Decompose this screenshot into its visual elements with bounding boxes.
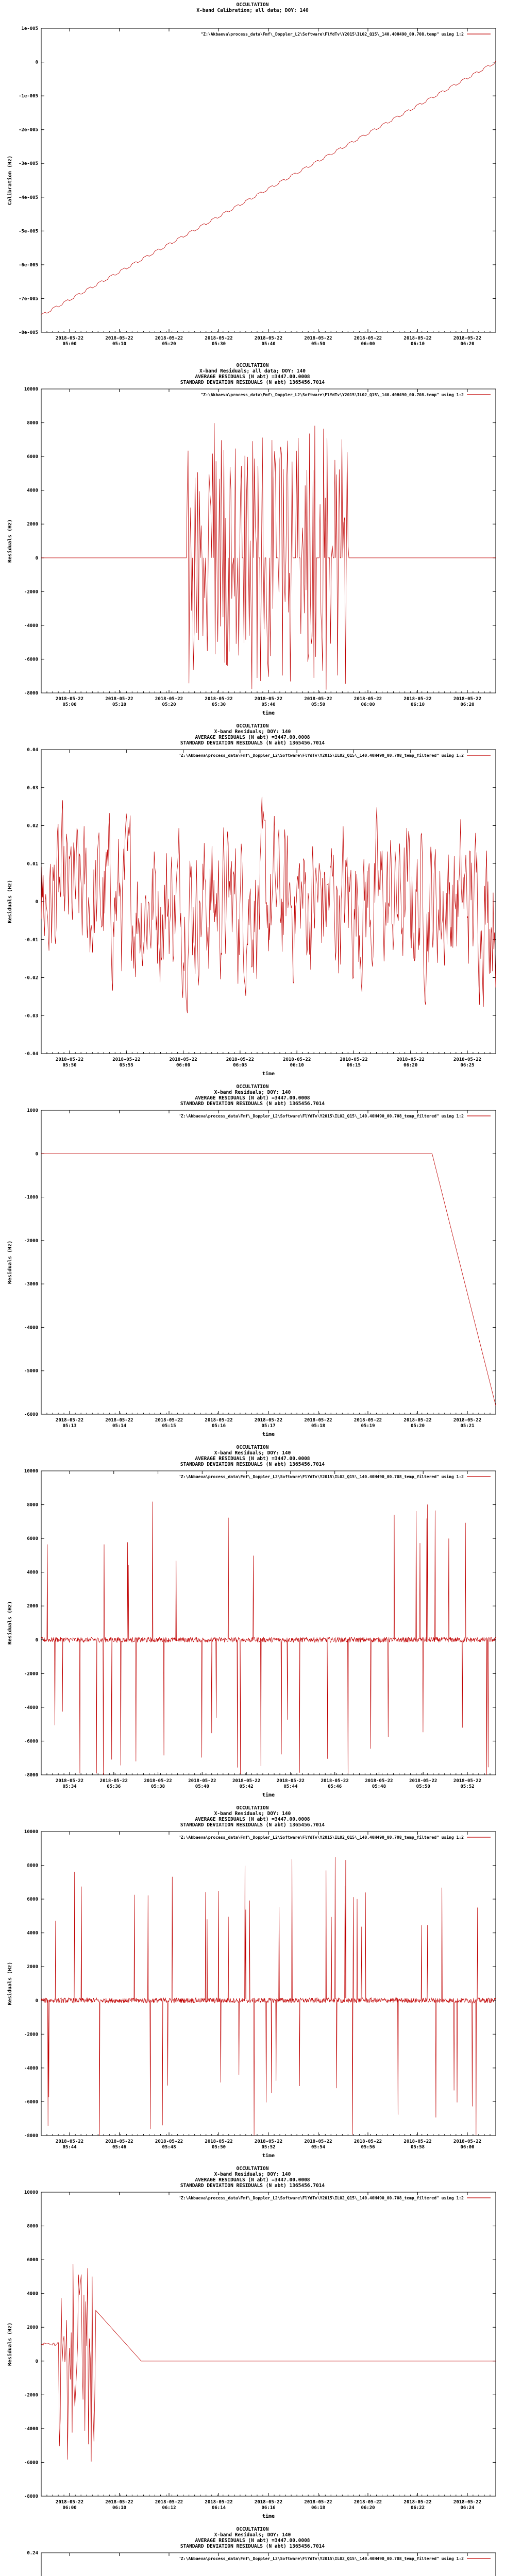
chart-panel-2 xyxy=(0,361,505,721)
y-tick-label: 0.24 xyxy=(27,2551,38,2556)
chart-title-line: STANDARD DEVIATION RESIDUALS (N abt) 1365456.7014 xyxy=(180,2544,325,2549)
y-tick-label: -6000 xyxy=(24,1739,38,1744)
x-tick-label-date: 2018-05-22 xyxy=(205,697,233,702)
chart-title-line: OCCULTATION xyxy=(236,1084,269,1090)
chart-title-line: OCCULTATION xyxy=(236,2,269,8)
chart-title-line: X-band Residuals; DOY: 140 xyxy=(214,729,291,735)
y-axis-label: Residuals (Hz) xyxy=(7,1961,13,2006)
x-tick-label-time: 05:13 xyxy=(62,1423,77,1429)
plot-frame xyxy=(41,750,496,1054)
series-line xyxy=(41,1154,496,1405)
x-tick-label-time: 06:10 xyxy=(112,2505,127,2511)
x-tick-label-date: 2018-05-22 xyxy=(155,336,183,341)
series-line xyxy=(41,1502,496,1775)
x-tick-label-date: 2018-05-22 xyxy=(321,1778,349,1784)
x-tick-label-time: 05:46 xyxy=(328,1784,342,1789)
x-tick-label-date: 2018-05-22 xyxy=(453,336,482,341)
plot-frame xyxy=(41,1832,496,2136)
chart-title-line: STANDARD DEVIATION RESIDUALS (N abt) 1365456.7014 xyxy=(180,1101,325,1107)
x-tick-label-date: 2018-05-22 xyxy=(205,2139,233,2144)
x-tick-label-time: 06:00 xyxy=(460,2145,475,2150)
x-axis-label: time xyxy=(262,2153,275,2159)
x-tick-label-time: 05:18 xyxy=(311,1423,326,1429)
chart-title-line: STANDARD DEVIATION RESIDUALS (N abt) 1365456.7014 xyxy=(180,2183,325,2189)
y-tick-label: 2000 xyxy=(27,1964,38,1970)
y-tick-label: -4000 xyxy=(24,2426,38,2432)
x-tick-label-date: 2018-05-22 xyxy=(55,1778,84,1784)
x-tick-label-date: 2018-05-22 xyxy=(205,336,233,341)
y-tick-label: 8000 xyxy=(27,1502,38,1508)
x-tick-label-date: 2018-05-22 xyxy=(155,2500,183,2505)
y-axis-label: Residuals (Hz) xyxy=(7,2322,13,2366)
y-tick-label: 4000 xyxy=(27,1930,38,1936)
x-tick-label-date: 2018-05-22 xyxy=(354,336,382,341)
x-tick-label-time: 06:14 xyxy=(211,2505,226,2511)
x-tick-label-date: 2018-05-22 xyxy=(226,1057,254,1062)
chart-title-line: STANDARD DEVIATION RESIDUALS (N abt) 1365456.7014 xyxy=(180,1462,325,1467)
chart-title-line: STANDARD DEVIATION RESIDUALS (N abt) 1365456.7014 xyxy=(180,1822,325,1828)
y-tick-label: -6e-005 xyxy=(19,262,38,268)
x-tick-label-time: 06:20 xyxy=(460,702,475,707)
x-tick-label-date: 2018-05-22 xyxy=(232,1778,261,1784)
x-tick-label-date: 2018-05-22 xyxy=(304,1418,332,1423)
x-tick-label-date: 2018-05-22 xyxy=(254,697,283,702)
x-tick-label-time: 05:44 xyxy=(283,1784,298,1789)
y-tick-label: -0.03 xyxy=(24,1013,38,1019)
x-tick-label-date: 2018-05-22 xyxy=(354,2139,382,2144)
x-tick-label-time: 05:20 xyxy=(162,342,176,347)
x-tick-label-date: 2018-05-22 xyxy=(55,1418,84,1423)
chart-title-line: OCCULTATION xyxy=(236,1805,269,1811)
legend-entry: "Z:\Akbaeva\process_data\Fmf\_Doppler_L2\Software\FlYdTv\Y2015\IL02_Q15\_140.40H490_00.708_temp_filtered" using 1:2 xyxy=(178,2556,464,2561)
y-tick-label: -3000 xyxy=(24,1282,38,1287)
y-tick-label: 6000 xyxy=(27,1536,38,1542)
x-tick-label-date: 2018-05-22 xyxy=(254,1418,283,1423)
x-axis-label: time xyxy=(262,710,275,716)
x-tick-label-time: 06:18 xyxy=(311,2505,326,2511)
y-tick-label: 8000 xyxy=(27,1863,38,1869)
y-tick-label: -8e-005 xyxy=(19,330,38,335)
y-tick-label: -3e-005 xyxy=(19,161,38,167)
legend-entry: "Z:\Akbaeva\process_data\Fmf\_Doppler_L2\Software\FlYdTv\Y2015\IL02_Q15\_140.40H490_00.708_temp_filtered" using 1:2 xyxy=(178,753,464,758)
x-tick-label-time: 05:19 xyxy=(361,1423,375,1429)
x-tick-label-time: 06:20 xyxy=(403,1063,418,1068)
y-tick-label: 0 xyxy=(35,60,38,65)
x-tick-label-time: 05:30 xyxy=(211,702,226,707)
x-tick-label-time: 05:56 xyxy=(361,2145,375,2150)
y-tick-label: -0.01 xyxy=(24,937,38,943)
chart-title-line: OCCULTATION xyxy=(236,2166,269,2172)
y-tick-label: 10000 xyxy=(24,2190,38,2195)
x-tick-label-time: 05:52 xyxy=(261,2145,276,2150)
y-tick-label: 6000 xyxy=(27,1897,38,1903)
chart-panel-7 xyxy=(0,2164,505,2524)
plot-frame xyxy=(41,28,496,332)
y-tick-label: -5000 xyxy=(24,1368,38,1374)
y-tick-label: -4000 xyxy=(24,2065,38,2071)
chart-title-line: OCCULTATION xyxy=(236,723,269,729)
x-tick-label-date: 2018-05-22 xyxy=(304,697,332,702)
x-tick-label-time: 06:00 xyxy=(176,1063,191,1068)
legend-entry: "Z:\Akbaeva\process_data\Fmf\_Doppler_L2\Software\FlYdTv\Y2015\IL02_Q15\_140.40H490_00.708_temp_filtered" using 1:2 xyxy=(178,1475,464,1479)
x-tick-label-time: 06:20 xyxy=(460,342,475,347)
x-tick-label-date: 2018-05-22 xyxy=(283,1057,311,1062)
y-tick-label: 0 xyxy=(35,900,38,905)
x-tick-label-date: 2018-05-22 xyxy=(169,1057,197,1062)
legend-entry: "Z:\Akbaeva\process_data\Fmf\_Doppler_L2\Software\FlYdTv\Y2015\IL02_Q15\_140.40H490_00.708.temp" using 1:2 xyxy=(200,393,464,397)
x-tick-label-time: 05:52 xyxy=(460,1784,475,1789)
x-tick-label-time: 05:50 xyxy=(62,1063,77,1068)
series-line xyxy=(41,423,496,689)
y-tick-label: -4000 xyxy=(24,1325,38,1331)
y-tick-label: -2000 xyxy=(24,1671,38,1677)
y-axis-label: Residuals (Hz) xyxy=(7,1601,13,1645)
y-tick-label: -6000 xyxy=(24,2099,38,2105)
x-tick-label-date: 2018-05-22 xyxy=(55,2500,84,2505)
y-tick-label: 0.04 xyxy=(27,748,38,753)
x-tick-label-time: 05:40 xyxy=(261,342,276,347)
legend-entry: "Z:\Akbaeva\process_data\Fmf\_Doppler_L2\Software\FlYdTv\Y2015\IL02_Q15\_140.40H490_00.708.temp" using 1:2 xyxy=(200,32,464,37)
y-tick-label: -0.04 xyxy=(24,1052,38,1057)
x-tick-label-date: 2018-05-22 xyxy=(105,336,133,341)
x-tick-label-time: 06:05 xyxy=(233,1063,247,1068)
y-tick-label: -6000 xyxy=(24,657,38,663)
y-tick-label: 2000 xyxy=(27,1604,38,1609)
y-tick-label: 0 xyxy=(35,1998,38,2004)
y-tick-label: 2000 xyxy=(27,2325,38,2331)
chart-svg-6 xyxy=(0,1803,505,2164)
y-axis-label: Residuals (Hz) xyxy=(7,1240,13,1284)
x-tick-label-date: 2018-05-22 xyxy=(304,2500,332,2505)
y-tick-label: -6000 xyxy=(24,2460,38,2466)
chart-panel-8 xyxy=(0,2524,505,2576)
y-tick-label: 10000 xyxy=(24,387,38,392)
y-axis-label: Calibration (Hz) xyxy=(7,155,13,206)
chart-title-line: AVERAGE RESIDUALS (N abt) =3447.00.0008 xyxy=(195,1817,310,1822)
x-tick-label-date: 2018-05-22 xyxy=(99,1778,128,1784)
x-tick-label-time: 06:00 xyxy=(361,342,375,347)
chart-panel-6 xyxy=(0,1803,505,2164)
chart-title-line: X-band Residuals; DOY: 140 xyxy=(214,2172,291,2177)
y-tick-label: -1000 xyxy=(24,1195,38,1200)
y-tick-label: 0 xyxy=(35,2359,38,2364)
x-tick-label-time: 06:00 xyxy=(62,2505,77,2511)
chart-title-line: X-band Residuals; DOY: 140 xyxy=(214,2532,291,2538)
x-tick-label-date: 2018-05-22 xyxy=(354,697,382,702)
y-tick-label: -0.02 xyxy=(24,975,38,981)
x-tick-label-date: 2018-05-22 xyxy=(55,2139,84,2144)
y-tick-label: -6000 xyxy=(24,1412,38,1417)
chart-title-line: AVERAGE RESIDUALS (N abt) =3447.00.0008 xyxy=(195,2177,310,2183)
x-axis-label: time xyxy=(262,1792,275,1798)
chart-title-line: AVERAGE RESIDUALS (N abt) =3447.00.0008 xyxy=(195,374,310,380)
y-tick-label: -8000 xyxy=(24,1773,38,1778)
chart-panel-4 xyxy=(0,1082,505,1443)
x-tick-label-date: 2018-05-22 xyxy=(144,1778,172,1784)
chart-title-line: AVERAGE RESIDUALS (N abt) =3447.00.0008 xyxy=(195,1095,310,1101)
chart-title-line: OCCULTATION xyxy=(236,2527,269,2532)
x-tick-label-date: 2018-05-22 xyxy=(254,2139,283,2144)
x-tick-label-date: 2018-05-22 xyxy=(55,1057,84,1062)
x-tick-label-date: 2018-05-22 xyxy=(254,2500,283,2505)
y-tick-label: 10000 xyxy=(24,1829,38,1835)
x-tick-label-time: 05:48 xyxy=(372,1784,386,1789)
x-tick-label-time: 05:42 xyxy=(239,1784,254,1789)
y-tick-label: -2000 xyxy=(24,1238,38,1244)
y-tick-label: -2e-005 xyxy=(19,127,38,133)
y-tick-label: -8000 xyxy=(24,2133,38,2139)
y-tick-label: -7e-005 xyxy=(19,296,38,302)
x-tick-label-time: 05:55 xyxy=(119,1063,133,1068)
chart-svg-5 xyxy=(0,1443,505,1803)
x-tick-label-time: 05:15 xyxy=(162,1423,176,1429)
y-tick-label: -2000 xyxy=(24,2032,38,2038)
x-tick-label-time: 05:44 xyxy=(62,2145,77,2150)
x-tick-label-date: 2018-05-22 xyxy=(112,1057,141,1062)
y-tick-label: -4000 xyxy=(24,1705,38,1710)
x-tick-label-date: 2018-05-22 xyxy=(55,697,84,702)
x-tick-label-time: 05:20 xyxy=(162,702,176,707)
y-tick-label: 0 xyxy=(35,555,38,561)
y-tick-label: 6000 xyxy=(27,2258,38,2263)
x-tick-label-date: 2018-05-22 xyxy=(304,2139,332,2144)
x-tick-label-date: 2018-05-22 xyxy=(354,2500,382,2505)
plot-frame xyxy=(41,389,496,693)
x-tick-label-time: 05:50 xyxy=(211,2145,226,2150)
chart-title-line: X-band Residuals; DOY: 140 xyxy=(214,1450,291,1456)
x-tick-label-date: 2018-05-22 xyxy=(453,1778,482,1784)
plot-frame xyxy=(41,2192,496,2496)
y-tick-label: -2000 xyxy=(24,589,38,595)
y-tick-label: 1000 xyxy=(27,1108,38,1113)
y-tick-label: 0.02 xyxy=(27,823,38,829)
x-tick-label-time: 05:14 xyxy=(112,1423,127,1429)
x-tick-label-date: 2018-05-22 xyxy=(354,1418,382,1423)
y-tick-label: 4000 xyxy=(27,488,38,494)
x-tick-label-date: 2018-05-22 xyxy=(453,1057,482,1062)
series-line xyxy=(41,2264,496,2462)
x-tick-label-time: 06:10 xyxy=(410,342,425,347)
legend-entry: "Z:\Akbaeva\process_data\Fmf\_Doppler_L2\Software\FlYdTv\Y2015\IL02_Q15\_140.40H490_00.708_temp_filtered" using 1:2 xyxy=(178,1114,464,1118)
x-tick-label-time: 05:58 xyxy=(410,2145,425,2150)
x-tick-label-date: 2018-05-22 xyxy=(105,697,133,702)
x-tick-label-time: 06:10 xyxy=(410,702,425,707)
x-tick-label-time: 05:50 xyxy=(416,1784,430,1789)
y-tick-label: -2000 xyxy=(24,2393,38,2398)
y-tick-label: 4000 xyxy=(27,2291,38,2297)
chart-title-line: X-band Residuals; DOY: 140 xyxy=(214,1811,291,1817)
x-tick-label-date: 2018-05-22 xyxy=(155,1418,183,1423)
x-tick-label-date: 2018-05-22 xyxy=(105,2139,133,2144)
chart-svg-4 xyxy=(0,1082,505,1443)
x-tick-label-time: 05:50 xyxy=(311,702,326,707)
x-tick-label-date: 2018-05-22 xyxy=(396,1057,425,1062)
x-tick-label-time: 05:10 xyxy=(112,342,127,347)
x-tick-label-time: 05:38 xyxy=(151,1784,165,1789)
x-tick-label-time: 06:00 xyxy=(361,702,375,707)
x-tick-label-time: 06:10 xyxy=(290,1063,304,1068)
x-tick-label-date: 2018-05-22 xyxy=(403,1418,432,1423)
x-tick-label-time: 06:20 xyxy=(361,2505,375,2511)
chart-svg-3 xyxy=(0,721,505,1082)
chart-title-line: OCCULTATION xyxy=(236,1445,269,1450)
y-tick-label: -1e-005 xyxy=(19,94,38,99)
x-tick-label-date: 2018-05-22 xyxy=(409,1778,437,1784)
y-axis-label: Residuals (Hz) xyxy=(7,879,13,924)
x-tick-label-time: 06:12 xyxy=(162,2505,176,2511)
x-tick-label-date: 2018-05-22 xyxy=(276,1778,305,1784)
x-tick-label-date: 2018-05-22 xyxy=(453,697,482,702)
y-tick-label: -4000 xyxy=(24,623,38,629)
x-tick-label-date: 2018-05-22 xyxy=(453,2139,482,2144)
chart-title-line: AVERAGE RESIDUALS (N abt) =3447.00.0008 xyxy=(195,735,310,740)
x-tick-label-date: 2018-05-22 xyxy=(403,336,432,341)
x-tick-label-date: 2018-05-22 xyxy=(155,697,183,702)
x-tick-label-time: 05:30 xyxy=(211,342,226,347)
chart-title-line: AVERAGE RESIDUALS (N abt) =3447.00.0008 xyxy=(195,2538,310,2544)
y-tick-label: 1e-005 xyxy=(21,26,38,31)
y-tick-label: 0 xyxy=(35,1637,38,1643)
x-tick-label-time: 05:21 xyxy=(460,1423,475,1429)
x-tick-label-time: 05:40 xyxy=(195,1784,209,1789)
y-tick-label: 6000 xyxy=(27,454,38,460)
series-line xyxy=(41,61,496,315)
y-tick-label: -5e-005 xyxy=(19,229,38,234)
chart-title-line: STANDARD DEVIATION RESIDUALS (N abt) 1365456.7014 xyxy=(180,380,325,385)
chart-title-line: X-band Residuals; DOY: 140 xyxy=(214,1090,291,1095)
y-tick-label: -4e-005 xyxy=(19,195,38,200)
legend-entry: "Z:\Akbaeva\process_data\Fmf\_Doppler_L2\Software\FlYdTv\Y2015\IL02_Q15\_140.40H490_00.708_temp_filtered" using 1:2 xyxy=(178,1835,464,1840)
x-tick-label-date: 2018-05-22 xyxy=(365,1778,393,1784)
x-tick-label-time: 05:34 xyxy=(62,1784,77,1789)
x-tick-label-time: 06:22 xyxy=(410,2505,425,2511)
x-tick-label-date: 2018-05-22 xyxy=(205,1418,233,1423)
x-tick-label-time: 06:24 xyxy=(460,2505,475,2511)
chart-panel-5 xyxy=(0,1443,505,1803)
x-tick-label-date: 2018-05-22 xyxy=(105,1418,133,1423)
chart-svg-8 xyxy=(0,2524,505,2576)
x-tick-label-date: 2018-05-22 xyxy=(105,2500,133,2505)
y-tick-label: 10000 xyxy=(24,1469,38,1474)
chart-title-line: OCCULTATION xyxy=(236,363,269,368)
x-tick-label-date: 2018-05-22 xyxy=(403,2500,432,2505)
x-tick-label-date: 2018-05-22 xyxy=(205,2500,233,2505)
series-line xyxy=(41,797,496,1013)
chart-svg-1 xyxy=(0,0,505,361)
x-tick-label-time: 05:50 xyxy=(311,342,326,347)
x-tick-label-date: 2018-05-22 xyxy=(254,336,283,341)
plot-frame xyxy=(41,1110,496,1414)
y-tick-label: 2000 xyxy=(27,522,38,528)
x-tick-label-time: 05:48 xyxy=(162,2145,176,2150)
y-tick-label: -8000 xyxy=(24,2494,38,2499)
chart-panel-3 xyxy=(0,721,505,1082)
x-tick-label-time: 06:15 xyxy=(346,1063,361,1068)
chart-title-line: STANDARD DEVIATION RESIDUALS (N abt) 1365456.7014 xyxy=(180,740,325,746)
x-tick-label-time: 05:16 xyxy=(211,1423,226,1429)
y-tick-label: 8000 xyxy=(27,420,38,426)
legend-entry: "Z:\Akbaeva\process_data\Fmf\_Doppler_L2\Software\FlYdTv\Y2015\IL02_Q15\_140.40H490_00.708_temp_filtered" using 1:2 xyxy=(178,2196,464,2200)
x-tick-label-date: 2018-05-22 xyxy=(453,1418,482,1423)
y-axis-label: Residuals (Hz) xyxy=(7,519,13,563)
series-line xyxy=(41,1857,496,2136)
x-tick-label-time: 06:25 xyxy=(460,1063,475,1068)
x-tick-label-date: 2018-05-22 xyxy=(340,1057,368,1062)
x-tick-label-time: 06:16 xyxy=(261,2505,276,2511)
x-axis-label: time xyxy=(262,2514,275,2519)
y-tick-label: 4000 xyxy=(27,1570,38,1575)
chart-title-line: AVERAGE RESIDUALS (N abt) =3447.00.0008 xyxy=(195,1456,310,1462)
x-tick-label-time: 05:54 xyxy=(311,2145,326,2150)
chart-title-line: X-band Calibration; all data; DOY: 140 xyxy=(196,8,309,13)
x-tick-label-date: 2018-05-22 xyxy=(304,336,332,341)
y-tick-label: 0.01 xyxy=(27,861,38,867)
x-tick-label-time: 05:10 xyxy=(112,702,127,707)
x-tick-label-time: 05:36 xyxy=(107,1784,121,1789)
y-tick-label: -8000 xyxy=(24,691,38,696)
chart-svg-2 xyxy=(0,361,505,721)
x-tick-label-time: 05:00 xyxy=(62,342,77,347)
x-tick-label-time: 05:46 xyxy=(112,2145,127,2150)
y-tick-label: 0.03 xyxy=(27,785,38,791)
x-tick-label-date: 2018-05-22 xyxy=(453,2500,482,2505)
x-axis-label: time xyxy=(262,1432,275,1437)
y-tick-label: 8000 xyxy=(27,2224,38,2229)
x-axis-label: time xyxy=(262,1071,275,1077)
x-tick-label-time: 05:20 xyxy=(410,1423,425,1429)
x-tick-label-date: 2018-05-22 xyxy=(403,2139,432,2144)
x-tick-label-date: 2018-05-22 xyxy=(403,697,432,702)
x-tick-label-date: 2018-05-22 xyxy=(55,336,84,341)
chart-panel-1 xyxy=(0,0,505,361)
x-tick-label-date: 2018-05-22 xyxy=(155,2139,183,2144)
chart-title-line: X-band Residuals; all data; DOY: 140 xyxy=(199,368,306,374)
x-tick-label-time: 05:00 xyxy=(62,702,77,707)
x-tick-label-time: 05:17 xyxy=(261,1423,276,1429)
y-tick-label: 0 xyxy=(35,1151,38,1157)
chart-svg-7 xyxy=(0,2164,505,2524)
x-tick-label-date: 2018-05-22 xyxy=(188,1778,216,1784)
x-tick-label-time: 05:40 xyxy=(261,702,276,707)
